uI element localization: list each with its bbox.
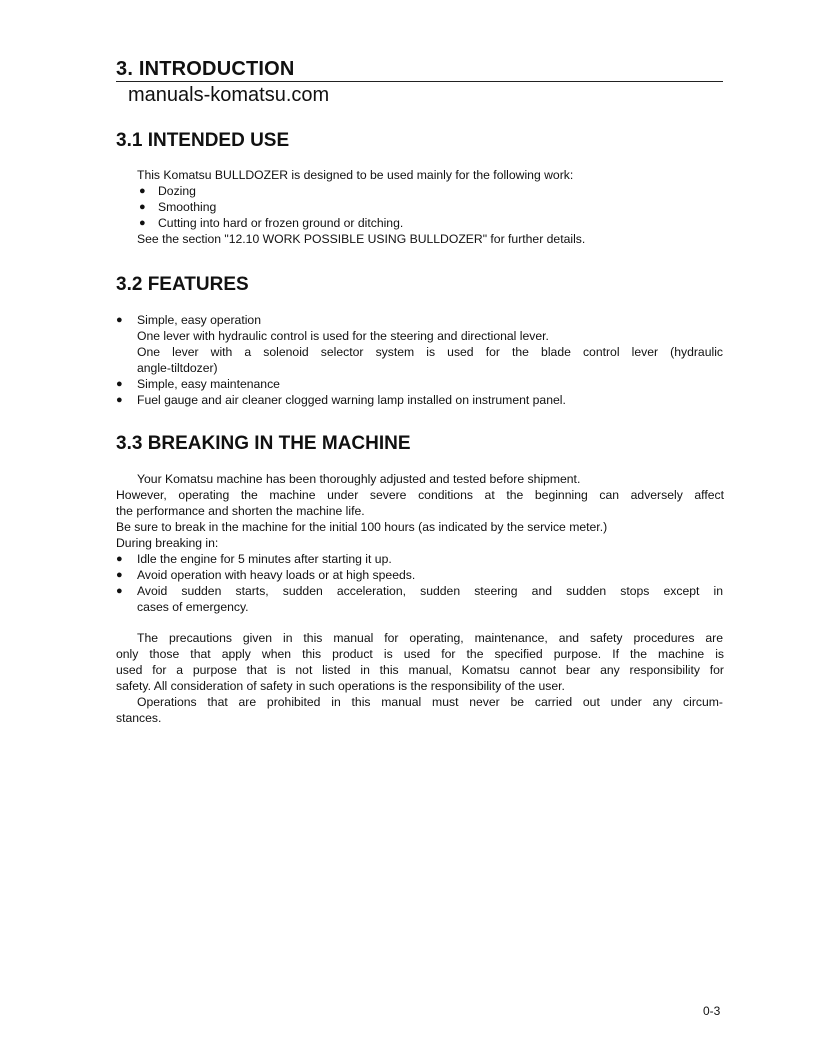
- precautions-paragraph: only those that apply when this product is used for the specified purpose. If the machine is: [116, 647, 724, 661]
- section-title-intended-use: 3.1 INTENDED USE: [116, 130, 290, 151]
- feature-detail: angle-tiltdozer): [137, 361, 218, 375]
- breaking-in-paragraph: However, operating the machine under severe conditions at the beginning can adversely affect: [116, 488, 724, 502]
- page-number: 0-3: [703, 1004, 721, 1018]
- feature-detail: One lever with a solenoid selector system is used for the blade control lever (hydraulic: [137, 345, 723, 359]
- feature-item: Fuel gauge and air cleaner clogged warning lamp installed on instrument panel.: [137, 393, 566, 407]
- intended-use-item: Dozing: [158, 184, 196, 198]
- bullet-icon: ●: [116, 585, 123, 597]
- precautions-paragraph: used for a purpose that is not listed in this manual, Komatsu cannot bear any responsibility for: [116, 663, 724, 677]
- section-title-breaking-in: 3.3 BREAKING IN THE MACHINE: [116, 433, 411, 454]
- bullet-icon: ●: [139, 185, 146, 197]
- bullet-icon: ●: [116, 553, 123, 565]
- prohibited-paragraph: Operations that are prohibited in this manual must never be carried out under any circum-: [137, 695, 723, 709]
- feature-item: Simple, easy maintenance: [137, 377, 280, 391]
- prohibited-paragraph: stances.: [116, 711, 162, 725]
- breaking-in-paragraph: Your Komatsu machine has been thoroughly adjusted and tested before shipment.: [137, 472, 581, 486]
- breaking-in-item: cases of emergency.: [137, 600, 249, 614]
- section-title-features: 3.2 FEATURES: [116, 274, 249, 295]
- bullet-icon: ●: [116, 394, 123, 406]
- bullet-icon: ●: [116, 378, 123, 390]
- watermark-text: manuals-komatsu.com: [128, 84, 330, 106]
- intended-use-intro: This Komatsu BULLDOZER is designed to be used mainly for the following work:: [137, 168, 574, 182]
- intended-use-item: Cutting into hard or frozen ground or ditching.: [158, 216, 404, 230]
- breaking-in-item: Avoid operation with heavy loads or at high speeds.: [137, 568, 416, 582]
- feature-detail: One lever with hydraulic control is used for the steering and directional lever.: [137, 329, 549, 343]
- breaking-in-paragraph: Be sure to break in the machine for the initial 100 hours (as indicated by the service meter.): [116, 520, 608, 534]
- bullet-icon: ●: [139, 217, 146, 229]
- precautions-paragraph: safety. All consideration of safety in such operations is the responsibility of the user.: [116, 679, 565, 693]
- bullet-icon: ●: [139, 201, 146, 213]
- chapter-title: 3. INTRODUCTION: [116, 58, 295, 80]
- breaking-in-paragraph: During breaking in:: [116, 536, 219, 550]
- chapter-divider: [116, 81, 723, 82]
- breaking-in-paragraph: the performance and shorten the machine life.: [116, 504, 365, 518]
- breaking-in-item: Avoid sudden starts, sudden acceleration, sudden steering and sudden stops except in: [137, 584, 723, 598]
- bullet-icon: ●: [116, 569, 123, 581]
- precautions-paragraph: The precautions given in this manual for operating, maintenance, and safety procedures are: [137, 631, 723, 645]
- breaking-in-item: Idle the engine for 5 minutes after starting it up.: [137, 552, 392, 566]
- intended-use-item: Smoothing: [158, 200, 217, 214]
- feature-item: Simple, easy operation: [137, 313, 261, 327]
- bullet-icon: ●: [116, 314, 123, 326]
- intended-use-note: See the section "12.10 WORK POSSIBLE USING BULLDOZER" for further details.: [137, 232, 586, 246]
